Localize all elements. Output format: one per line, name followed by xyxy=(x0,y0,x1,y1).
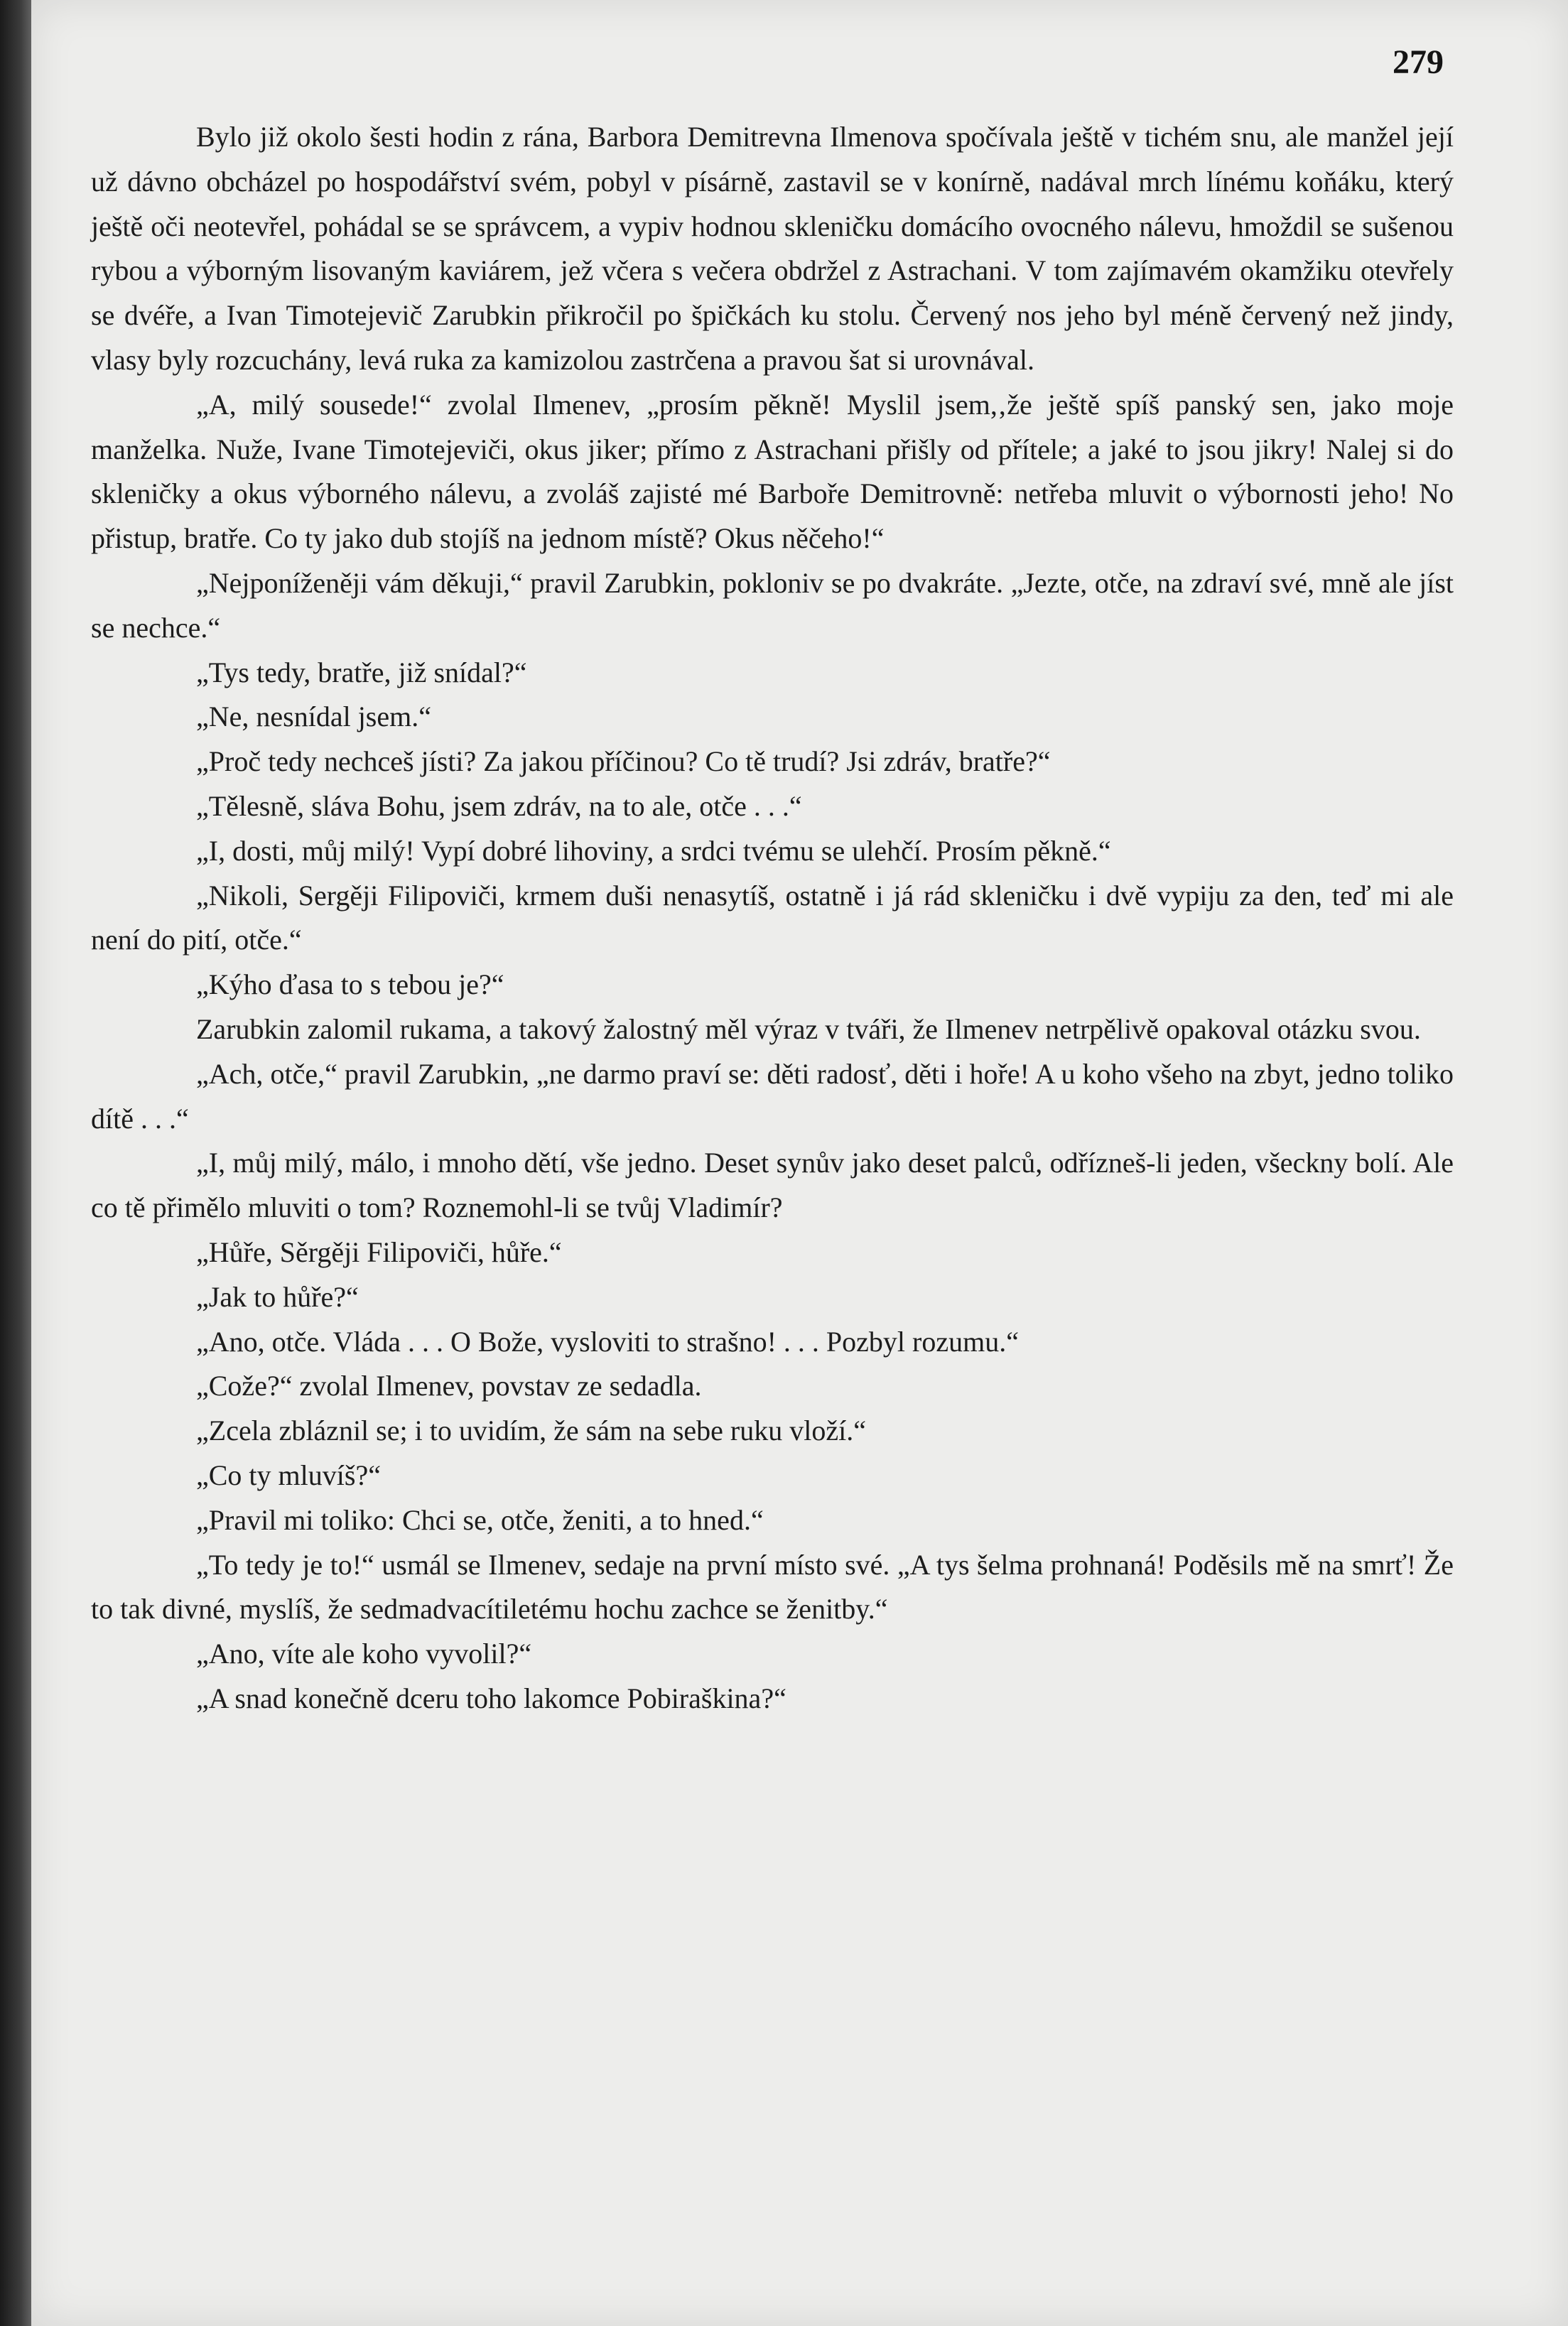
paragraph: „A, milý sousede!“ zvolal Ilmenev, „prosím pěkně! Myslil jsem,‚že ještě spíš panský sen, jako moje manželka. Nuže, Ivane Timotejeviči, okus jiker; přímo z Astrachani přišly od přítele; a jaké to jsou jikry! Nalej si do skleničky a okus výborného nálevu, a zvoláš zajisté mé Barboře Demitrovně: netřeba mluvit o výbornosti jeho! No přistup, bratře. Co ty jako dub stojíš na jednom místě? Okus něčeho!“ xyxy=(91,388,1454,555)
paragraph: „I, můj milý, málo, i mnoho dětí, vše jedno. Deset synův jako deset palců, odřízneš-li jeden, všeckny bolí. Ale co tě přimělo mluviti o tom? Roznemohl-li se tvůj Vladimír? xyxy=(91,1147,1454,1224)
paragraph: „I, dosti, můj milý! Vypí dobré lihoviny, a srdci tvému se ulehčí. Prosím pěkně.“ xyxy=(196,834,1111,867)
paragraph: „Hůře, Sěrgěji Filipoviči, hůře.“ xyxy=(196,1235,562,1268)
paragraph: „Nikoli, Sergěji Filipoviči, krmem duši nenasytíš, ostatně i já rád skleničku i dvě vypiju za den, teď mi ale není do pití, otče.“ xyxy=(91,879,1454,956)
paragraph: „Ano, otče. Vláda . . . O Bože, vysloviti to strašno! . . . Pozbyl rozumu.“ xyxy=(196,1325,1019,1358)
paragraph: „Co ty mluvíš?“ xyxy=(196,1459,381,1491)
paragraph: „Tys tedy, bratře, již snídal?“ xyxy=(196,656,527,688)
paragraph: „Pravil mi toliko: Chci se, otče, ženiti, a to hned.“ xyxy=(196,1503,764,1536)
body-text xyxy=(91,115,1454,1721)
book-page xyxy=(31,0,1568,2326)
paragraph: „Zcela zbláznil se; i to uvidím, že sám na sebe ruku vloží.“ xyxy=(196,1414,866,1447)
paragraph: „Cože?“ zvolal Ilmenev, povstav ze sedadla. xyxy=(196,1370,702,1402)
paragraph: „Kýho ďasa to s tebou je?“ xyxy=(196,968,504,1001)
paragraph: „Jak to hůře?“ xyxy=(196,1280,359,1313)
paragraph: Zarubkin zalomil rukama, a takový žalostný měl výraz v tváři, že Ilmenev netrpělivě opakoval otázku svou. xyxy=(196,1012,1421,1045)
paragraph: „Tělesně, sláva Bohu, jsem zdráv, na to ale, otče . . .“ xyxy=(196,789,802,822)
scan-edge xyxy=(0,0,34,2326)
paragraph: „A snad konečně dceru toho lakomce Pobiraškina?“ xyxy=(196,1682,786,1714)
page-number: 279 xyxy=(1393,43,1444,81)
paragraph: „Proč tedy nechceš jísti? Za jakou příčinou? Co tě trudí? Jsi zdráv, bratře?“ xyxy=(196,745,1051,778)
paragraph: „To tedy je to!“ usmál se Ilmenev, sedaje na první místo své. „A tys šelma prohnaná! Poděsils mě na smrť! Že to tak divné, myslíš, že sedmadvacítiletému hochu zachce se ženitby.“ xyxy=(91,1548,1454,1626)
paragraph: „Nejponíženěji vám děkuji,“ pravil Zarubkin, pokloniv se po dvakráte. „Jezte, otče, na zdraví své, mně ale jíst se nechce.“ xyxy=(91,566,1454,644)
paragraph: „Ano, víte ale koho vyvolil?“ xyxy=(196,1638,532,1670)
paragraph: Bylo již okolo šesti hodin z rána, Barbora Demitrevna Ilmenova spočívala ještě v tichém snu, ale manžel její už dávno obcházel po hospodářství svém, pobyl v písárně, zastavil se v konírně, nadával mrch línému koňáku, který ještě oči neotevřel, pohádal se se správcem, a vypiv hodnou skleničku domácího ovocného nálevu, hmoždil se sušenou rybou a výborným lisovaným kaviárem, jež včera s večera obdržel z Astrachani. V tom zajímavém okamžiku otevřely se dvéře, a Ivan Timotejevič Zarubkin přikročil po špičkách ku stolu. Červený nos jeho byl méně červený než jindy, vlasy byly rozcuchány, levá ruka za kamizolou zastrčena a pravou šat si urovnával. xyxy=(91,121,1454,376)
paragraph: „Ach, otče,“ pravil Zarubkin, „ne darmo praví se: děti radosť, děti i hoře! A u koho všeho na zbyt, jedno toliko dítě . . .“ xyxy=(91,1057,1454,1135)
paragraph: „Ne, nesnídal jsem.“ xyxy=(196,700,431,733)
